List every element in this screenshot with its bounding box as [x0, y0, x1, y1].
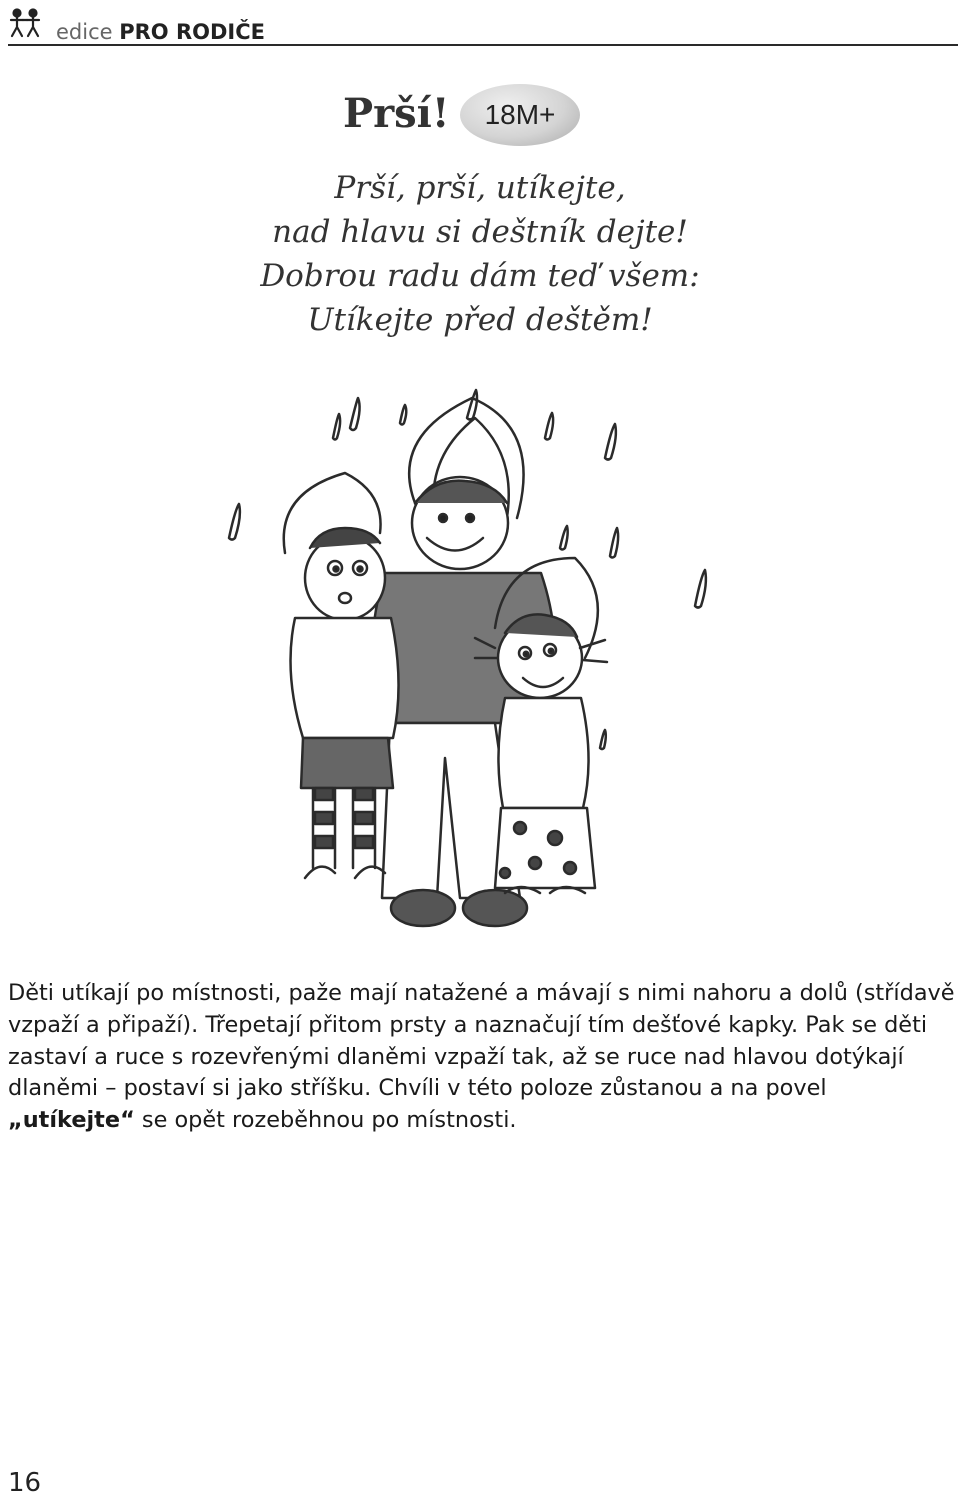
title-row — [0, 84, 960, 146]
age-badge: 18M+ — [460, 84, 580, 146]
poem-line: Dobrou radu dám teď všem: — [260, 258, 700, 294]
series-label — [56, 20, 265, 44]
poem-line: Prší, prší, utíkejte, — [334, 170, 626, 206]
series-prefix: edice — [56, 20, 113, 44]
instructions-text-start: Děti utíkají po místnosti, paže mají natažené a mávají s nimi nahoru a dolů (střídavě vzpaží a připaží). Třepetají přitom prsty a naznačují tím dešťové kapky. Pak se děti zastaví a ruce s rozevřenými dlaněmi vzpaží tak, až se ruce nad hlavou dotýkají dlaněmi – postaví si jako stříšku. Chvíli v této poloze zůstanou a na povel — [8, 980, 955, 1102]
poem-line: nad hlavu si deštník dejte! — [272, 214, 688, 250]
page-header — [8, 6, 958, 46]
boy-figure — [284, 473, 399, 878]
rain-family-illustration — [205, 378, 725, 938]
instructions-text-end: se opět rozeběhnou po místnosti. — [134, 1107, 517, 1134]
poem-line: Utíkejte před deštěm! — [307, 302, 653, 338]
instructions-highlight: „utíkejte“ — [8, 1107, 135, 1134]
page-title: Prší! — [343, 90, 450, 137]
series-name: PRO RODIČE — [119, 20, 265, 44]
poem — [0, 166, 960, 342]
instructions-paragraph — [8, 978, 958, 1137]
page-number: 16 — [8, 1468, 42, 1498]
children-logo-icon — [8, 8, 44, 38]
